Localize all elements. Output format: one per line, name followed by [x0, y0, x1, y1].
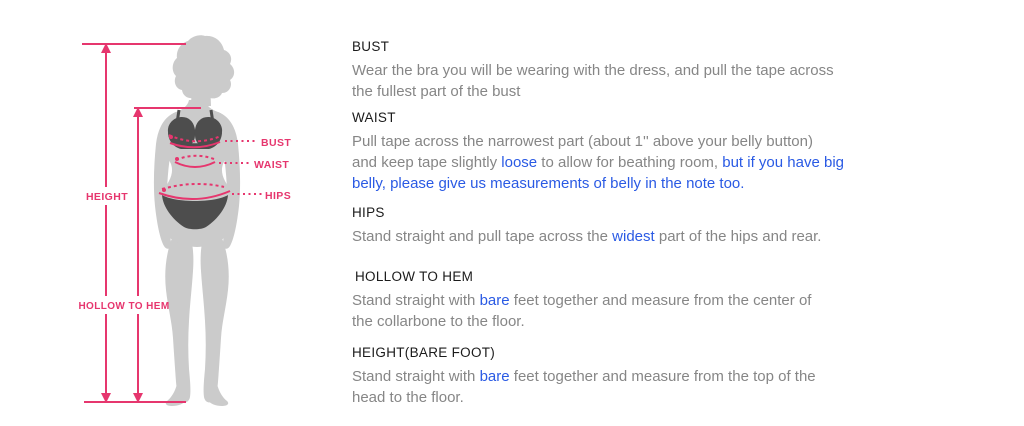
text-segment: to allow for beathing room,	[537, 154, 723, 171]
text-segment: head to the floor.	[352, 389, 464, 406]
hips-label: HIPS	[265, 190, 292, 202]
instruction-line	[352, 152, 844, 173]
section-waist	[352, 109, 844, 194]
text-segment-highlight: but if you have big	[722, 154, 845, 171]
instruction-line	[352, 290, 811, 311]
text-segment: the fullest part of the bust	[352, 83, 521, 100]
text-segment: Pull tape across the narrowest part (about 1'' above your belly button)	[352, 133, 813, 150]
text-segment-highlight: belly, please give us measurements of belly in the note too.	[352, 175, 745, 192]
instruction-line	[352, 366, 816, 387]
hollow-to-hem-label: HOLLOW TO HEM	[78, 301, 170, 312]
waist-instructions	[352, 131, 844, 194]
instruction-line	[352, 81, 834, 102]
text-segment-highlight: widest	[612, 228, 655, 245]
section-height	[352, 344, 816, 408]
text-segment: the collarbone to the floor.	[352, 313, 525, 330]
text-segment: part of the hips and rear.	[654, 228, 822, 245]
instruction-line	[352, 387, 816, 408]
height-label: HEIGHT	[85, 191, 129, 203]
instruction-line	[352, 131, 844, 152]
bust-instructions	[352, 60, 834, 102]
text-segment: Wear the bra you will be wearing with the dress, and pull the tape across	[352, 62, 834, 79]
waist-heading: WAIST	[352, 110, 396, 125]
text-segment: Stand straight with	[352, 292, 480, 309]
hips-heading: HIPS	[352, 205, 385, 220]
text-segment: feet together and measure from the top of the	[509, 368, 816, 385]
text-segment: Stand straight and pull tape across the	[352, 228, 613, 245]
bust-heading: BUST	[352, 39, 390, 54]
text-segment-highlight: bare	[479, 292, 510, 309]
text-segment-highlight: loose	[501, 154, 538, 171]
text-segment: feet together and measure from the center of	[509, 292, 812, 309]
section-bust	[352, 38, 834, 102]
height-heading: HEIGHT(BARE FOOT)	[352, 345, 496, 360]
text-segment: Stand straight with	[352, 368, 480, 385]
hollow-to-hem-instructions	[352, 290, 811, 332]
instruction-line	[352, 311, 811, 332]
hollow-to-hem-heading: HOLLOW TO HEM	[355, 269, 474, 284]
waist-label: WAIST	[254, 159, 290, 171]
section-hollow-to-hem	[352, 268, 811, 332]
hips-instructions	[352, 226, 821, 247]
instruction-line	[352, 173, 844, 194]
instruction-line	[352, 60, 834, 81]
height-instructions	[352, 366, 816, 408]
text-segment: and keep tape slightly	[352, 154, 502, 171]
instruction-line	[352, 226, 821, 247]
bust-label: BUST	[261, 137, 292, 149]
text-segment-highlight: bare	[479, 368, 510, 385]
section-hips	[352, 204, 821, 247]
